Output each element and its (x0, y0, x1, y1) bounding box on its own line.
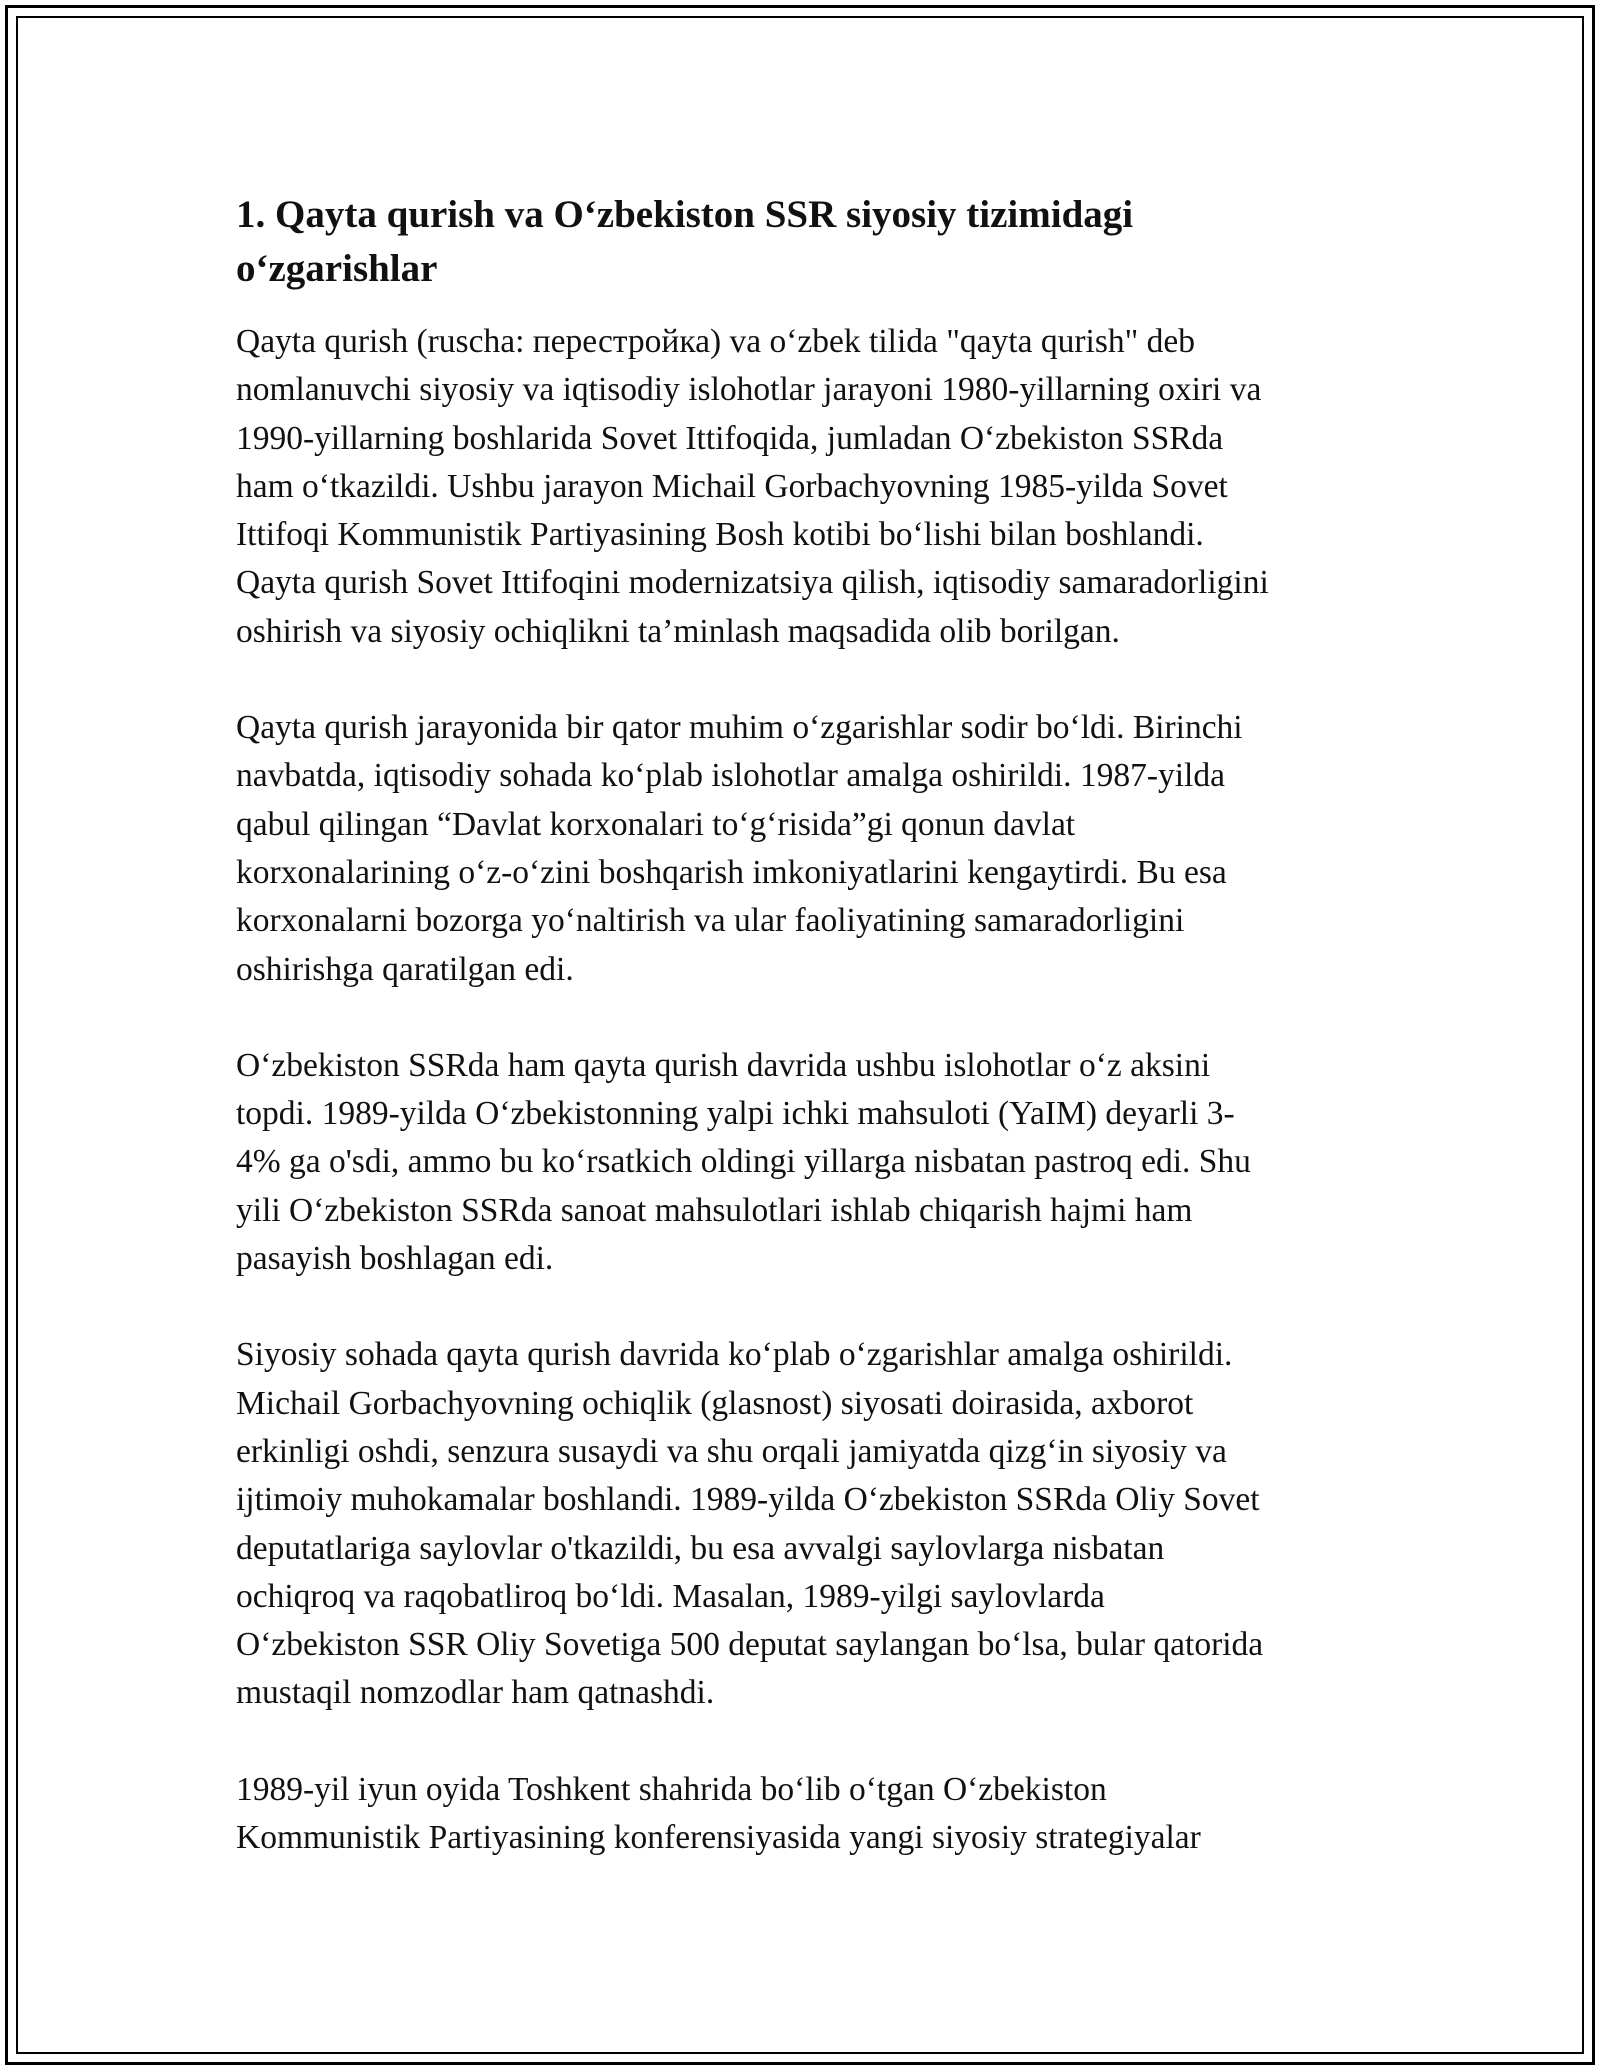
text-line: ochiqroq va raqobatliroq bo‘ldi. Masalan, 1989-yilgi saylovlarda (236, 1577, 1105, 1615)
text-line: Qayta qurish jarayonida bir qator muhim o‘zgarishlar sodir bo‘ldi. Birinchi (236, 709, 1243, 747)
paragraph-5 (236, 1766, 1376, 1863)
text-line: Kommunistik Partiyasining konferensiyasida yangi siyosiy strategiyalar (236, 1819, 1201, 1857)
text-line: nomlanuvchi siyosiy va iqtisodiy islohotlar jarayoni 1980-yillarning oxiri va (236, 371, 1262, 409)
text-line: korxonalarining o‘z-o‘zini boshqarish imkoniyatlarini kengaytirdi. Bu esa (236, 853, 1227, 891)
text-line: 1989-yil iyun oyida Toshkent shahrida bo‘lib o‘tgan O‘zbekiston (236, 1770, 1107, 1808)
document-body (236, 188, 1376, 1910)
text-line: Michail Gorbachyovning ochiqlik (glasnost) siyosati doirasida, axborot (236, 1384, 1194, 1422)
text-line: oshirish va siyosiy ochiqlikni ta’minlash maqsadida olib borilgan. (236, 612, 1120, 650)
text-line: Qayta qurish Sovet Ittifoqini modernizatsiya qilish, iqtisodiy samaradorligini (236, 564, 1269, 602)
paragraph-1 (236, 318, 1376, 656)
paragraph-2 (236, 704, 1376, 994)
text-line: 4% ga o'sdi, ammo bu ko‘rsatkich oldingi yillarga nisbatan pastroq edi. Shu (236, 1143, 1251, 1181)
text-line: qabul qilingan “Davlat korxonalari to‘g‘risida”gi qonun davlat (236, 805, 1076, 843)
text-line: navbatda, iqtisodiy sohada ko‘plab islohotlar amalga oshirildi. 1987-yilda (236, 757, 1225, 795)
text-line: oshirishga qaratilgan edi. (236, 950, 574, 988)
text-line: Qayta qurish (ruscha: перестройка) va o‘zbek tilida "qayta qurish" deb (236, 323, 1196, 360)
text-line: yili O‘zbekiston SSRda sanoat mahsulotlari ishlab chiqarish hajmi ham (236, 1191, 1193, 1229)
paragraph-4 (236, 1331, 1376, 1717)
section-title (236, 188, 1376, 296)
title-line: 1. Qayta qurish va O‘zbekiston SSR siyosiy tizimidagi (236, 193, 1134, 236)
text-line: erkinligi oshdi, senzura susaydi va shu orqali jamiyatda qizg‘in siyosiy va (236, 1432, 1227, 1470)
paragraph-3 (236, 1042, 1376, 1283)
text-line: mustaqil nomzodlar ham qatnashdi. (236, 1674, 715, 1712)
text-line: Ittifoqi Kommunistik Partiyasining Bosh kotibi bo‘lishi bilan boshlandi. (236, 516, 1204, 554)
text-line: Siyosiy sohada qayta qurish davrida ko‘plab o‘zgarishlar amalga oshirildi. (236, 1336, 1233, 1374)
text-line: pasayish boshlagan edi. (236, 1240, 554, 1278)
text-line: ijtimoiy muhokamalar boshlandi. 1989-yilda O‘zbekiston SSRda Oliy Sovet (236, 1481, 1260, 1519)
text-line: topdi. 1989-yilda O‘zbekistonning yalpi ichki mahsuloti (YaIM) deyarli 3- (236, 1095, 1235, 1133)
text-line: 1990-yillarning boshlarida Sovet Ittifoqida, jumladan O‘zbekiston SSRda (236, 419, 1224, 457)
title-line: o‘zgarishlar (236, 247, 438, 290)
text-line: deputatlariga saylovlar o'tkazildi, bu esa avvalgi saylovlarga nisbatan (236, 1529, 1165, 1567)
text-line: ham o‘tkazildi. Ushbu jarayon Michail Gorbachyovning 1985-yilda Sovet (236, 467, 1228, 505)
text-line: O‘zbekiston SSR Oliy Sovetiga 500 deputat saylangan bo‘lsa, bular qatorida (236, 1626, 1264, 1664)
text-line: O‘zbekiston SSRda ham qayta qurish davrida ushbu islohotlar o‘z aksini (236, 1046, 1211, 1084)
text-line: korxonalarni bozorga yo‘naltirish va ular faoliyatining samaradorligini (236, 902, 1185, 940)
